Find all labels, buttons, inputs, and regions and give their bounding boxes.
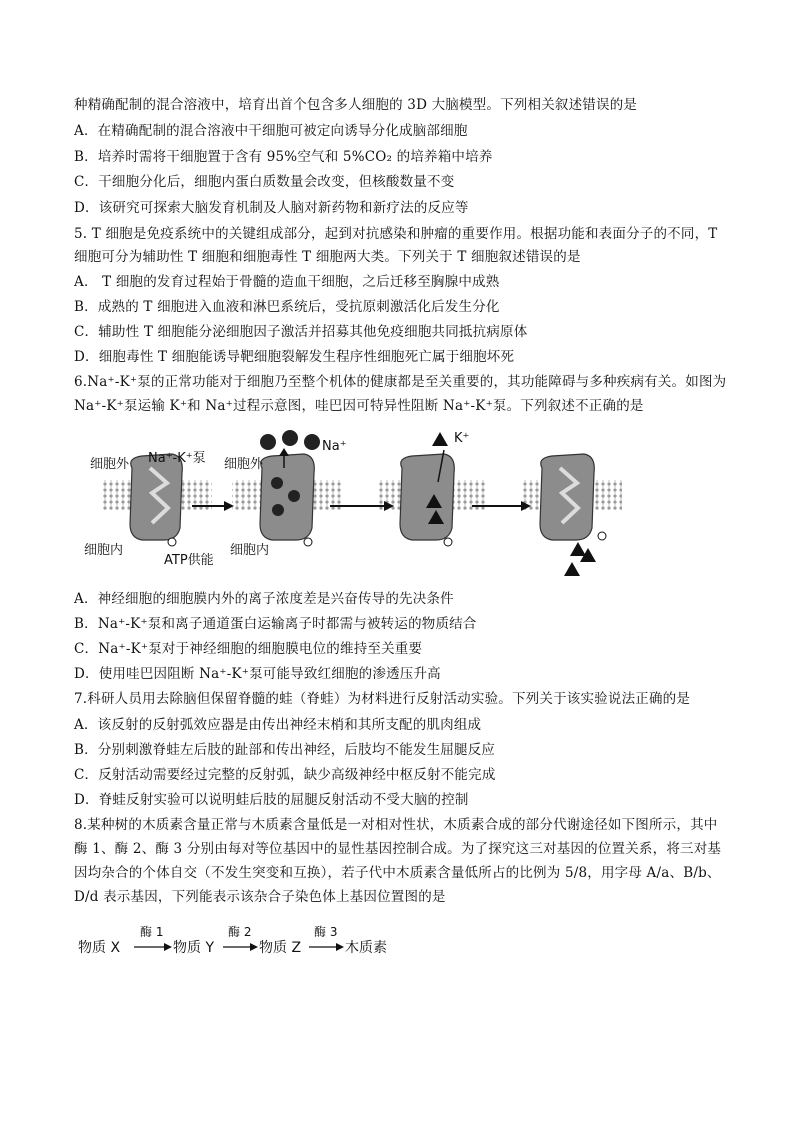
q4-option-b: B．培养时需将干细胞置于含有 95%空气和 5%CO₂ 的培养箱中培养 <box>74 149 493 165</box>
q6-stem-line2: Na⁺-K⁺泵运输 K⁺和 Na⁺过程示意图，哇巴因可特异性阻断 Na⁺-K⁺泵。下列叙述不正确的是 <box>74 398 644 414</box>
q4-option-a: A．在精确配制的混合溶液中干细胞可被定向诱导分化成脑部细胞 <box>74 123 468 139</box>
na-k-pump-figure <box>72 428 632 578</box>
label-na: Na⁺ <box>322 439 347 454</box>
q5-option-a: A． T 细胞的发育过程始于骨髓的造血干细胞，之后迁移至胸腺中成熟 <box>74 274 500 290</box>
label-outside-2: 细胞外 <box>224 457 264 472</box>
pathway-enzyme-2: 酶 2 <box>228 925 252 939</box>
pump-protein-3 <box>400 454 454 540</box>
na-ion <box>272 504 284 516</box>
q8-stem-line4: D/d 表示基因，下列能表示该杂合子染色体上基因位置图的是 <box>74 889 446 905</box>
na-ion-released <box>260 434 276 450</box>
k-ion-outside <box>432 432 448 446</box>
label-inside-2: 细胞内 <box>230 543 270 558</box>
pathway-lignin: 木质素 <box>345 940 387 956</box>
q8-stem-line1: 8.某种树的木质素含量正常与木质素含量低是一对相对性状，木质素合成的部分代谢途径如下图所示，其中 <box>74 817 718 833</box>
label-outside-1: 细胞外 <box>90 457 130 472</box>
k-ion-released <box>570 542 586 556</box>
na-ion <box>288 490 300 502</box>
pump-protein-1 <box>130 454 182 540</box>
q6-option-c: C．Na⁺-K⁺泵对于神经细胞的细胞膜电位的维持至关重要 <box>74 641 423 657</box>
q7-stem: 7.科研人员用去除脑但保留脊髓的蛙（脊蛙）为材料进行反射活动实验。下列关于该实验说法正确的是 <box>74 691 691 707</box>
q6-option-a: A．神经细胞的细胞膜内外的离子浓度差是兴奋传导的先决条件 <box>74 591 454 607</box>
na-ion-released <box>282 430 298 446</box>
q4-option-d: D．该研究可探索大脑发育机制及人脑对新药物和新疗法的反应等 <box>74 200 469 216</box>
pathway-arrow <box>223 943 258 951</box>
label-k: K⁺ <box>454 431 470 446</box>
q6-option-b: B．Na⁺-K⁺泵和离子通道蛋白运输离子时都需与被转运的物质结合 <box>74 616 477 632</box>
pathway-substance-x: 物质 X <box>78 940 121 956</box>
q5-stem-line1: 5. T 细胞是免疫系统中的关键组成部分，起到对抗感染和肿瘤的重要作用。根据功能和表面分子的不同，T <box>74 226 718 242</box>
atp-site <box>168 538 176 546</box>
pump-protein-2 <box>260 454 314 540</box>
pathway-substance-y: 物质 Y <box>173 940 215 956</box>
atp-site <box>304 538 312 546</box>
pathway-enzyme-1: 酶 1 <box>140 925 164 939</box>
q4-stem: 种精确配制的混合溶液中，培育出首个包含多人细胞的 3D 大脑模型。下列相关叙述错误的是 <box>74 97 638 113</box>
label-inside-1: 细胞内 <box>84 543 124 558</box>
na-ion <box>271 477 283 489</box>
pathway-arrow <box>134 943 172 951</box>
atp-site <box>598 532 606 540</box>
label-pump: Na⁺-K⁺泵 <box>148 451 206 466</box>
metabolic-pathway-diagram <box>78 922 408 962</box>
q5-option-b: B．成熟的 T 细胞进入血液和淋巴系统后，受抗原刺激活化后发生分化 <box>74 299 500 315</box>
pathway-enzyme-3: 酶 3 <box>314 925 338 939</box>
q5-option-d: D．细胞毒性 T 细胞能诱导靶细胞裂解发生程序性细胞死亡属于细胞坏死 <box>74 349 515 365</box>
q7-option-d: D．脊蛙反射实验可以说明蛙后肢的屈腿反射活动不受大脑的控制 <box>74 792 469 808</box>
pump-protein-4 <box>540 454 594 540</box>
q8-stem-line3: 因均杂合的个体自交（不发生突变和互换），若子代中木质素含量低所占的比例为 5/8，用字母 A/a、B/b、 <box>74 865 721 881</box>
q6-stem-line1: 6.Na⁺-K⁺泵的正常功能对于细胞乃至整个机体的健康都是至关重要的，其功能障碍与多种疾病有关。如图为 <box>74 374 727 390</box>
pathway-substance-z: 物质 Z <box>259 940 302 956</box>
q7-option-a: A．该反射的反射弧效应器是由传出神经末梢和其所支配的肌肉组成 <box>74 717 482 733</box>
q8-stem-line2: 酶 1、酶 2、酶 3 分别由每对等位基因中的显性基因控制合成。为了探究这三对基因的位置关系，将三对基 <box>74 841 722 857</box>
k-ion-released <box>564 562 580 576</box>
label-atp: ATP供能 <box>164 553 214 568</box>
q5-option-c: C．辅助性 T 细胞能分泌细胞因子激活并招募其他免疫细胞共同抵抗病原体 <box>74 324 528 340</box>
q4-option-c: C．干细胞分化后，细胞内蛋白质数量会改变，但核酸数量不变 <box>74 174 455 190</box>
q6-option-d: D．使用哇巴因阻断 Na⁺-K⁺泵可能导致红细胞的渗透压升高 <box>74 666 441 682</box>
q5-stem-line2: 细胞可分为辅助性 T 细胞和细胞毒性 T 细胞两大类。下列关于 T 细胞叙述错误的是 <box>74 249 581 265</box>
q7-option-b: B．分别刺激脊蛙左后肢的趾部和传出神经，后肢均不能发生屈腿反应 <box>74 742 496 758</box>
atp-site <box>444 538 452 546</box>
pathway-arrow <box>309 943 344 951</box>
na-ion-released <box>304 434 320 450</box>
q7-option-c: C．反射活动需要经过完整的反射弧，缺少高级神经中枢反射不能完成 <box>74 767 496 783</box>
